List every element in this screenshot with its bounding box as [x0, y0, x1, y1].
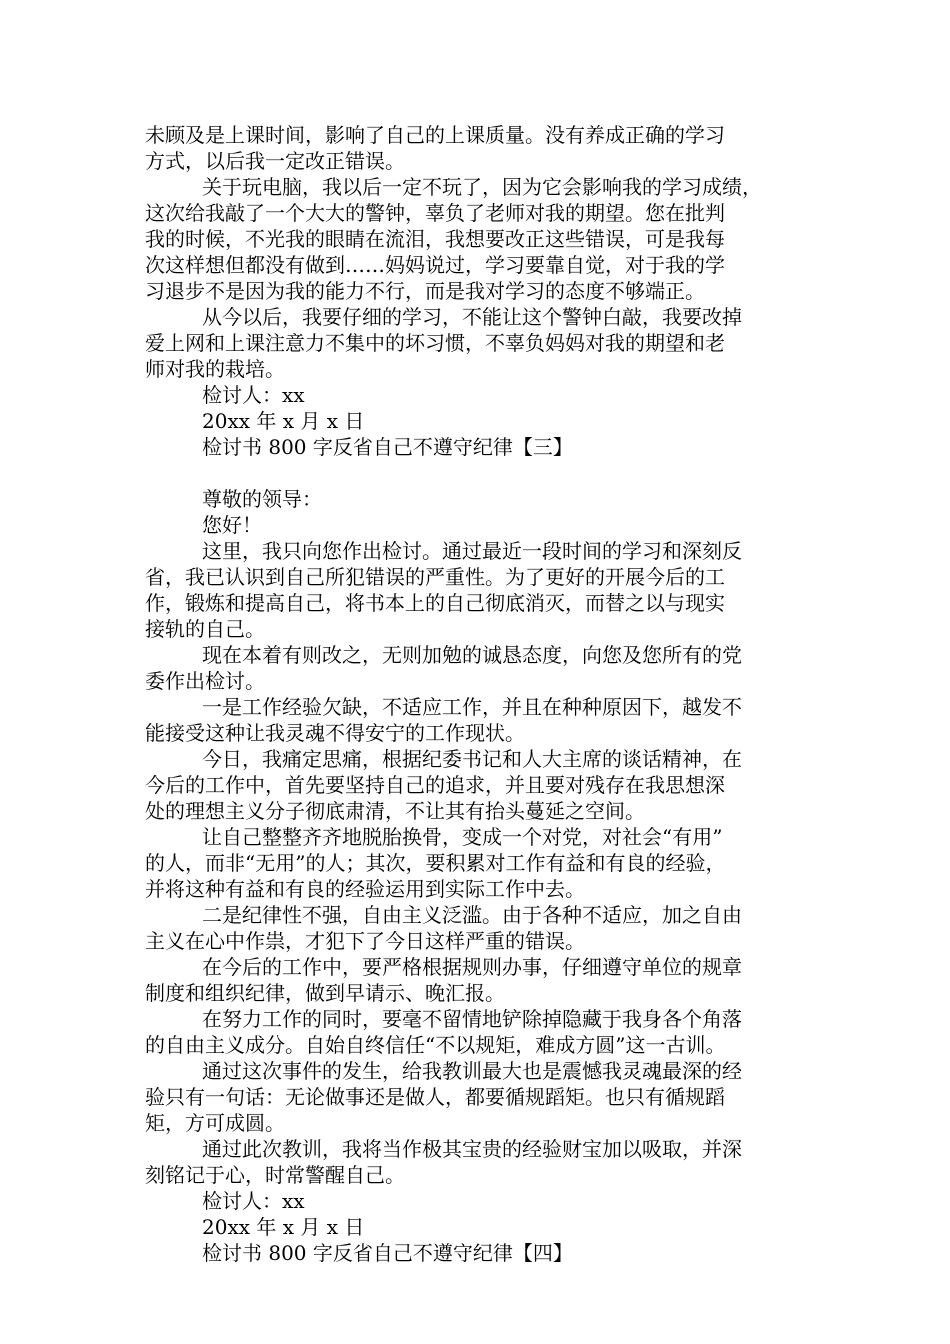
text-line: 方式，以后我一定改正错误。: [145, 149, 405, 173]
text-line: 检讨人：xx: [202, 383, 305, 407]
text-line: 并将这种有益和有良的经验运用到实际工作中去。: [145, 877, 585, 901]
text-line: 爱上网和上课注意力不集中的坏习惯，不辜负妈妈对我的期望和老: [145, 331, 725, 355]
text-line: 省，我已认识到自己所犯错误的严重性。为了更好的开展今后的工: [145, 565, 725, 589]
text-line: 习退步不是因为我的能力不行，而是我对学习的态度不够端正。: [145, 279, 705, 303]
text-line: 您好！: [202, 513, 262, 537]
text-line: 检讨书 800 字反省自己不遵守纪律【三】: [202, 435, 573, 459]
text-line: 主义在心中作祟，才犯下了今日这样严重的错误。: [145, 929, 585, 953]
text-line: 在努力工作的同时，要毫不留情地铲除掉隐藏于我身各个角落: [202, 1007, 742, 1031]
blank-line: [145, 460, 810, 486]
text-line: 尊敬的领导：: [202, 487, 322, 511]
text-line: 矩，方可成圆。: [145, 1111, 285, 1135]
text-line: 作，锻炼和提高自己，将书本上的自己彻底消灭，而替之以与现实: [145, 591, 725, 615]
text-line: 这次给我敲了一个大大的警钟，辜负了老师对我的期望。您在批判: [145, 201, 725, 225]
text-line: 让自己整整齐齐地脱胎换骨，变成一个对党，对社会“有用”: [202, 825, 723, 849]
text-line: 关于玩电脑，我以后一定不玩了，因为它会影响我的学习成绩，: [202, 175, 762, 199]
text-line: 次这样想但都没有做到……妈妈说过，学习要靠自觉，对于我的学: [145, 253, 725, 277]
text-line: 一是工作经验欠缺，不适应工作，并且在种种原因下，越发不: [202, 695, 742, 719]
text-line: 能接受这种让我灵魂不得安宁的工作现状。: [145, 721, 525, 745]
text-line: 的人，而非“无用”的人；其次，要积累对工作有益和有良的经验，: [145, 851, 726, 875]
text-line: 的自由主义成分。自始自终信任“不以规矩，难成方圆”这一古训。: [145, 1033, 726, 1057]
document-body: [145, 122, 810, 1266]
text-line: 检讨人：xx: [202, 1189, 305, 1213]
text-line: 制度和组织纪律，做到早请示、晚汇报。: [145, 981, 505, 1005]
text-line: 师对我的栽培。: [145, 357, 285, 381]
text-line: 这里，我只向您作出检讨。通过最近一段时间的学习和深刻反: [202, 539, 742, 563]
text-line: 二是纪律性不强，自由主义泛滥。由于各种不适应，加之自由: [202, 903, 742, 927]
text-line: 我的时候，不光我的眼睛在流泪，我想要改正这些错误，可是我每: [145, 227, 725, 251]
text-line: 接轨的自己。: [145, 617, 265, 641]
text-line: 20xx 年 x 月 x 日: [202, 1215, 365, 1239]
text-line: 今后的工作中，首先要坚持自己的追求，并且要对残存在我思想深: [145, 773, 725, 797]
text-line: 通过此次教训，我将当作极其宝贵的经验财宝加以吸取，并深: [202, 1137, 742, 1161]
text-line: 20xx 年 x 月 x 日: [202, 409, 365, 433]
text-line: 通过这次事件的发生，给我教训最大也是震憾我灵魂最深的经: [202, 1059, 742, 1083]
text-line: 现在本着有则改之，无则加勉的诚恳态度，向您及您所有的党: [202, 643, 742, 667]
text-line: 从今以后，我要仔细的学习，不能让这个警钟白敲，我要改掉: [202, 305, 742, 329]
text-line: 检讨书 800 字反省自己不遵守纪律【四】: [202, 1241, 573, 1265]
text-line: 未顾及是上课时间，影响了自己的上课质量。没有养成正确的学习: [145, 123, 725, 147]
text-line: 今日，我痛定思痛，根据纪委书记和人大主席的谈话精神，在: [202, 747, 742, 771]
text-line: 委作出检讨。: [145, 669, 265, 693]
text-line: 在今后的工作中，要严格根据规则办事，仔细遵守单位的规章: [202, 955, 742, 979]
text-line: 验只有一句话：无论做事还是做人，都要循规蹈矩。也只有循规蹈: [145, 1085, 725, 1109]
text-line: 处的理想主义分子彻底肃清，不让其有抬头蔓延之空间。: [145, 799, 645, 823]
text-line: 刻铭记于心，时常警醒自己。: [145, 1163, 405, 1187]
